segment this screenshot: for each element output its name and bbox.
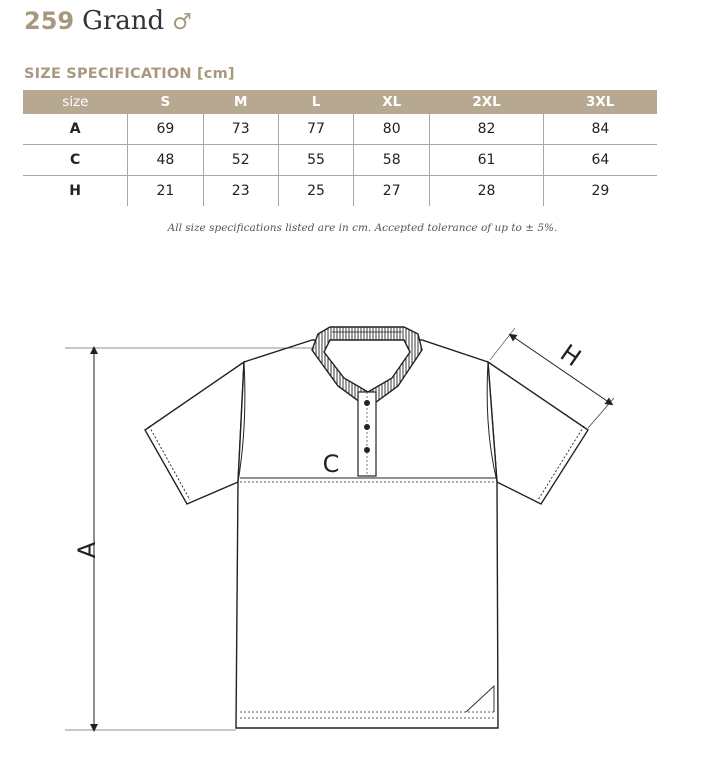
header-l: L [278, 90, 353, 114]
spec-heading: SIZE SPECIFICATION [cm] [24, 66, 235, 82]
table-cell: 55 [278, 145, 353, 176]
header-3xl: 3XL [543, 90, 657, 114]
header-size: size [23, 90, 128, 114]
label-a: A [73, 541, 101, 559]
header-s: S [128, 90, 203, 114]
table-cell: 69 [128, 114, 203, 145]
table-cell: 25 [278, 176, 353, 207]
header-m: M [203, 90, 278, 114]
polo-shirt-diagram [0, 250, 725, 750]
table-cell: 82 [430, 114, 544, 145]
size-table [23, 90, 657, 206]
table-cell: 48 [128, 145, 203, 176]
button-icon [365, 448, 370, 453]
label-c: C [322, 450, 340, 478]
button-icon [365, 401, 370, 406]
table-row [23, 114, 657, 145]
row-label: C [23, 145, 128, 176]
table-cell: 23 [203, 176, 278, 207]
button-icon [365, 425, 370, 430]
label-h: H [555, 338, 587, 373]
row-label: A [23, 114, 128, 145]
product-title [24, 6, 192, 42]
table-cell: 61 [430, 145, 544, 176]
table-header-row [23, 90, 657, 114]
table-cell: 27 [354, 176, 430, 207]
table-cell: 73 [203, 114, 278, 145]
table-row [23, 145, 657, 176]
table-cell: 80 [354, 114, 430, 145]
table-cell: 77 [278, 114, 353, 145]
table-cell: 21 [128, 176, 203, 207]
table-cell: 29 [543, 176, 657, 207]
table-cell: 28 [430, 176, 544, 207]
header-2xl: 2XL [430, 90, 544, 114]
male-icon: ♂ [172, 10, 192, 35]
table-cell: 58 [354, 145, 430, 176]
table-cell: 84 [543, 114, 657, 145]
placket [358, 392, 376, 476]
product-name: Grand [82, 6, 165, 36]
table-cell: 52 [203, 145, 278, 176]
product-code: 259 [24, 7, 75, 35]
table-cell: 64 [543, 145, 657, 176]
table-row [23, 176, 657, 207]
row-label: H [69, 183, 81, 199]
tolerance-note: All size specifications listed are in cm. Accepted tolerance of up to ± 5%. [167, 222, 558, 234]
header-xl: XL [354, 90, 430, 114]
